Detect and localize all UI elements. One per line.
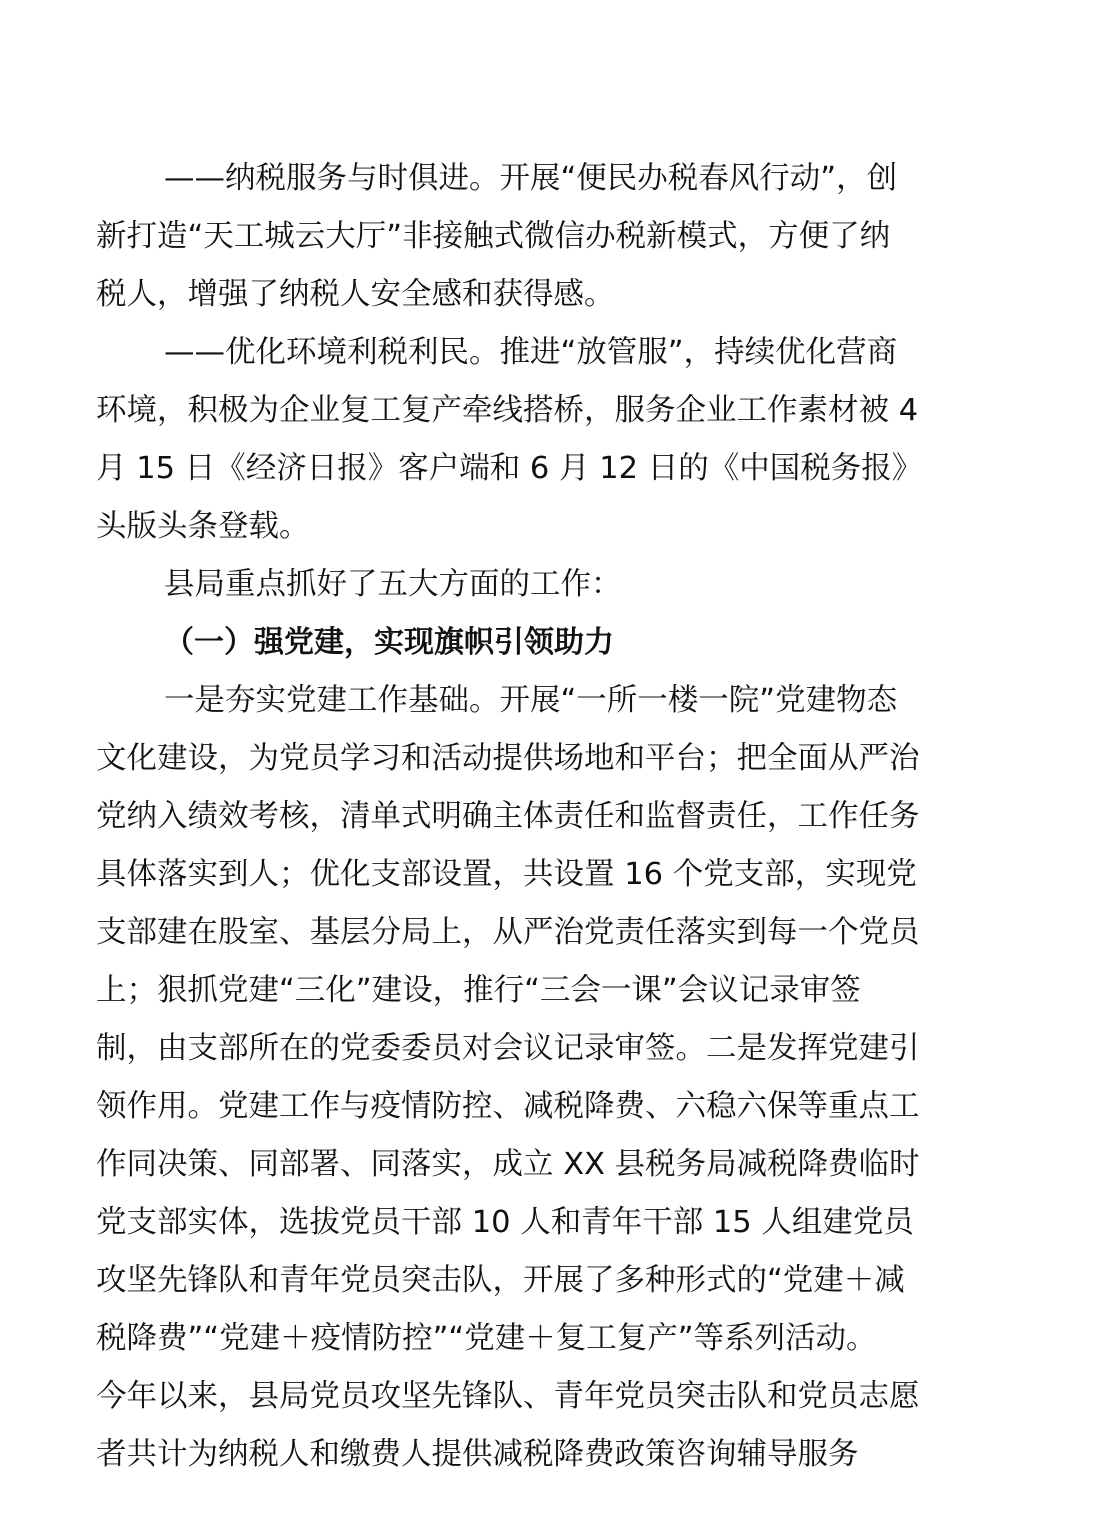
text-line: 上；狠抓党建“三化”建设，推行“三会一课”会议记录审签	[96, 973, 861, 1008]
text-line: 税降费”“党建＋疫情防控”“党建＋复工复产”等系列活动。	[96, 1321, 877, 1356]
document-page	[96, 150, 1006, 1484]
text-line: 制，由支部所在的党委委员对会议记录审签。二是发挥党建引	[96, 1031, 920, 1066]
text-line: 支部建在股室、基层分局上，从严治党责任落实到每一个党员	[96, 915, 920, 950]
text-line: 者共计为纳税人和缴费人提供减税降费政策咨询辅导服务	[96, 1437, 859, 1472]
text-line: 今年以来，县局党员攻坚先锋队、青年党员突击队和党员志愿	[96, 1379, 920, 1414]
text-line: ——纳税服务与时俱进。开展“便民办税春风行动”，创	[164, 161, 898, 196]
text-line: 头版头条登载。	[96, 509, 310, 544]
text-line: 文化建设，为党员学习和活动提供场地和平台；把全面从严治	[96, 741, 920, 776]
section-heading: （一）强党建，实现旗帜引领助力	[164, 625, 614, 660]
text-line: 攻坚先锋队和青年党员突击队，开展了多种形式的“党建＋减	[96, 1263, 905, 1298]
text-line: 县局重点抓好了五大方面的工作：	[164, 567, 622, 602]
text-line: 具体落实到人；优化支部设置，共设置 16 个党支部，实现党	[96, 857, 917, 892]
text-line: 领作用。党建工作与疫情防控、减税降费、六稳六保等重点工	[96, 1089, 920, 1124]
text-line: 一是夯实党建工作基础。开展“一所一楼一院”党建物态	[164, 683, 898, 718]
text-line: 税人，增强了纳税人安全感和获得感。	[96, 277, 615, 312]
text-line: 月 15 日《经济日报》客户端和 6 月 12 日的《中国税务报》	[96, 451, 923, 486]
text-line: 党支部实体，选拔党员干部 10 人和青年干部 15 人组建党员	[96, 1205, 914, 1240]
text-line: 新打造“天工城云大厅”非接触式微信办税新模式，方便了纳	[96, 219, 891, 254]
text-line: 环境，积极为企业复工复产牵线搭桥，服务企业工作素材被 4	[96, 393, 919, 428]
text-line: 作同决策、同部署、同落实，成立 XX 县税务局减税降费临时	[96, 1147, 920, 1182]
text-line: 党纳入绩效考核，清单式明确主体责任和监督责任，工作任务	[96, 799, 920, 834]
text-line: ——优化环境利税利民。推进“放管服”，持续优化营商	[164, 335, 898, 370]
